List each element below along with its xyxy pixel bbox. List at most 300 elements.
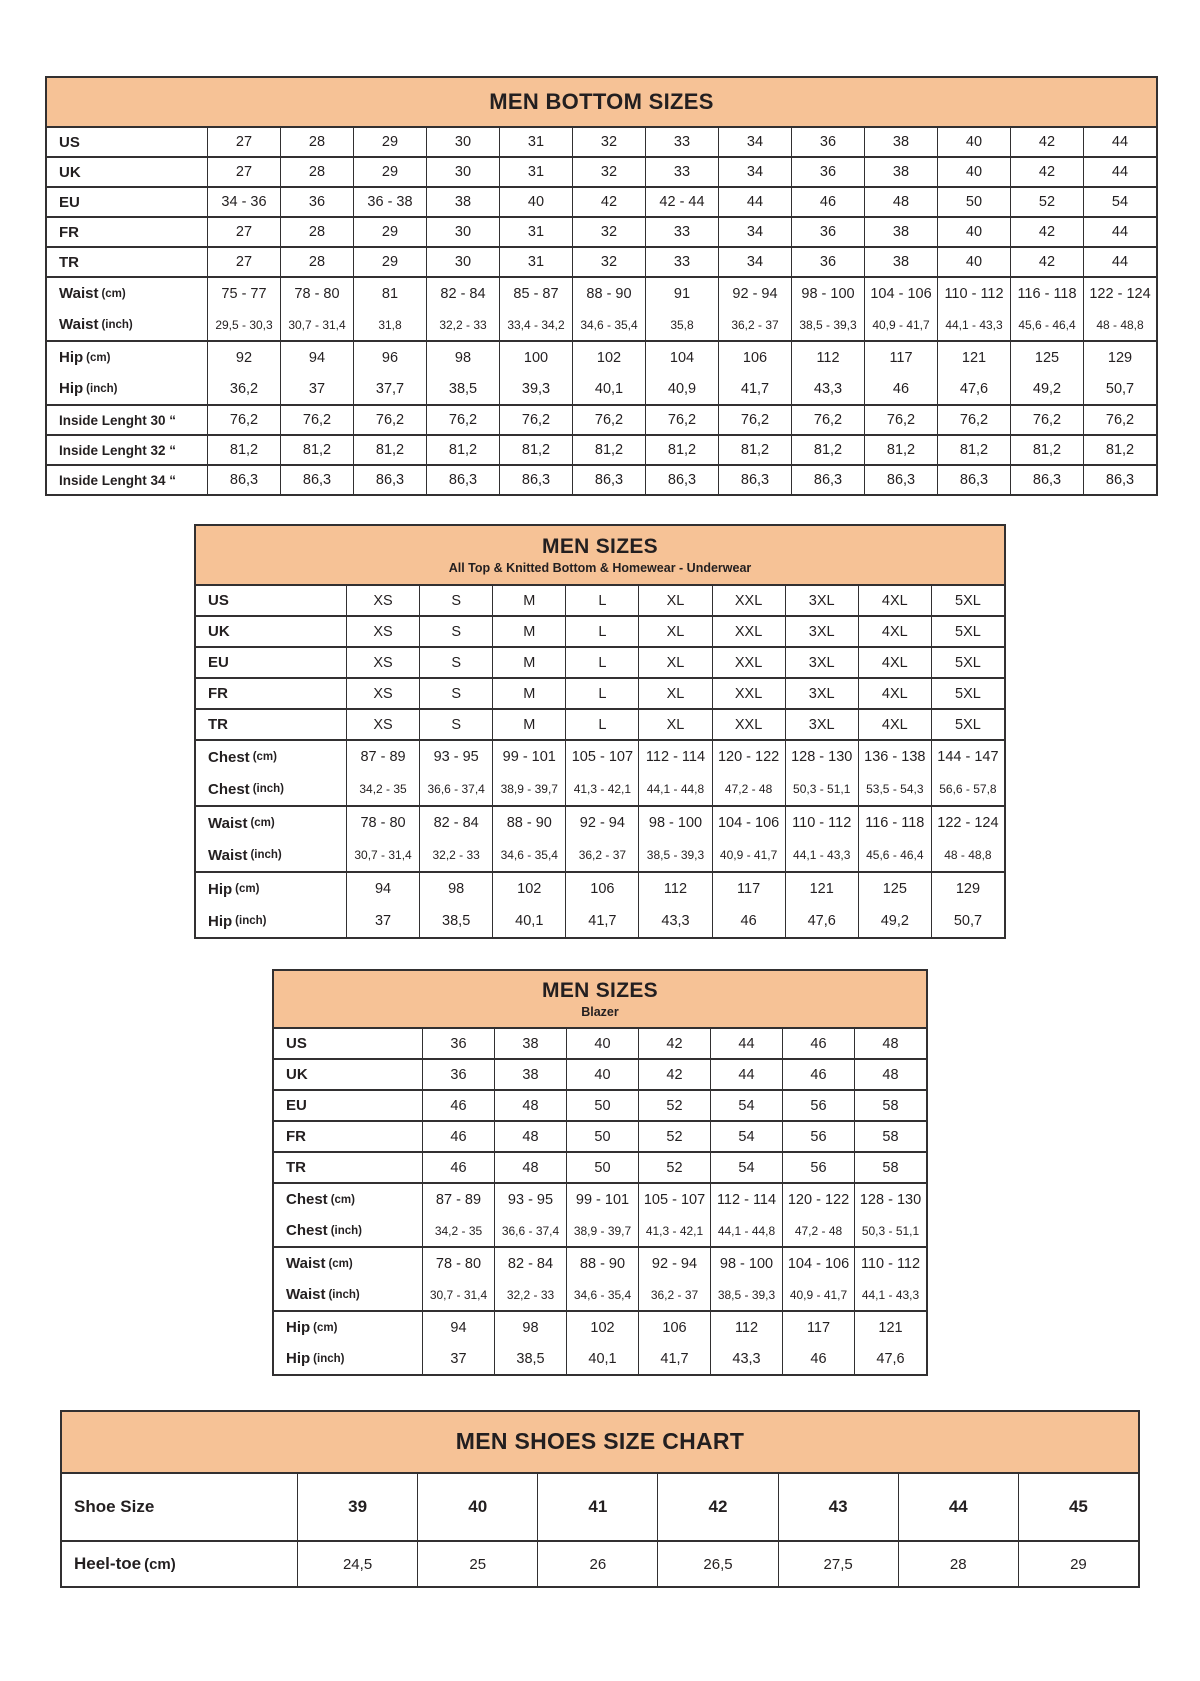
row-label-text: Chest — [208, 748, 250, 766]
value-cell: S — [419, 710, 492, 739]
row-group — [274, 1310, 926, 1374]
row-label-text: TR — [59, 253, 79, 271]
row-label — [274, 1312, 422, 1343]
row-label — [274, 1279, 422, 1310]
value-cell: 46 — [782, 1060, 854, 1089]
value-cell: 104 - 106 — [782, 1248, 854, 1279]
value-cell: 86,3 — [499, 466, 572, 494]
value-cell: L — [565, 679, 638, 708]
row-group — [47, 246, 1156, 276]
value-cell: 41,7 — [565, 905, 638, 937]
value-cell: XL — [638, 710, 711, 739]
value-cell: 112 - 114 — [710, 1184, 782, 1215]
row-label — [47, 188, 207, 216]
men-sizes-blazer-header — [274, 971, 926, 1029]
value-cell: XL — [638, 648, 711, 677]
value-cell: 78 - 80 — [280, 278, 353, 309]
row-group — [196, 586, 1004, 615]
table-row — [196, 807, 1004, 839]
row-group — [47, 216, 1156, 246]
value-cell: 46 — [422, 1091, 494, 1120]
row-label-unit: (inch) — [235, 915, 267, 927]
row-label — [196, 773, 346, 805]
value-cell: 50 — [566, 1122, 638, 1151]
row-label — [47, 436, 207, 464]
value-cell: 86,3 — [280, 466, 353, 494]
table-row — [274, 1060, 926, 1089]
row-label — [196, 905, 346, 937]
men-sizes-blazer-table — [272, 969, 928, 1376]
row-label-text: FR — [286, 1128, 306, 1145]
row-group — [196, 646, 1004, 677]
value-cell: 36 — [791, 158, 864, 186]
value-cell: 93 - 95 — [419, 741, 492, 773]
value-cell: 117 — [782, 1312, 854, 1343]
table-row — [196, 873, 1004, 905]
value-cell: 48 — [494, 1153, 566, 1182]
value-cell: 121 — [854, 1312, 926, 1343]
row-group — [47, 434, 1156, 464]
value-cell: 125 — [1010, 342, 1083, 373]
value-cell: 50,3 - 51,1 — [785, 773, 858, 805]
value-cell: 38,5 — [494, 1343, 566, 1374]
value-cell: 44 — [1083, 248, 1156, 276]
row-label — [274, 1153, 422, 1182]
value-cell: 76,2 — [280, 406, 353, 434]
row-group — [47, 464, 1156, 494]
value-cell: 38,5 - 39,3 — [638, 839, 711, 871]
value-cell: 92 - 94 — [565, 807, 638, 839]
value-cell: XXL — [712, 617, 785, 646]
value-cell: 29 — [353, 248, 426, 276]
row-label-text: UK — [59, 163, 81, 181]
value-cell: 44 — [898, 1474, 1018, 1540]
value-cell: L — [565, 617, 638, 646]
value-cell: 28 — [280, 248, 353, 276]
value-cell: 129 — [1083, 342, 1156, 373]
value-cell: 42 — [638, 1060, 710, 1089]
value-cell: 46 — [422, 1153, 494, 1182]
value-cell: 110 - 112 — [937, 278, 1010, 309]
row-label-text: Hip — [286, 1350, 311, 1367]
table-body — [274, 1029, 926, 1374]
row-label-text: UK — [286, 1066, 308, 1083]
value-cell: 86,3 — [572, 466, 645, 494]
value-cell: 125 — [858, 873, 931, 905]
table-row — [47, 342, 1156, 373]
row-label-text: Waist — [208, 814, 248, 832]
value-cell: 98 — [426, 342, 499, 373]
value-cell: 34,6 - 35,4 — [566, 1279, 638, 1310]
value-cell: 94 — [422, 1312, 494, 1343]
value-cell: 86,3 — [864, 466, 937, 494]
value-cell: 81,2 — [791, 436, 864, 464]
value-cell: M — [492, 648, 565, 677]
men-sizes-tops-header — [196, 526, 1004, 586]
row-label-text: Inside Lenght 30 “ — [59, 412, 177, 428]
value-cell: 30,7 - 31,4 — [422, 1279, 494, 1310]
row-label-text: Hip — [208, 912, 233, 930]
value-cell: 54 — [710, 1091, 782, 1120]
value-cell: 39,3 — [499, 373, 572, 404]
row-label-text: FR — [59, 223, 79, 241]
table-row — [196, 773, 1004, 805]
value-cell: 82 - 84 — [419, 807, 492, 839]
value-cell: 27 — [207, 128, 280, 156]
table-row — [196, 617, 1004, 646]
row-group — [196, 739, 1004, 805]
value-cell: 32 — [572, 248, 645, 276]
value-cell: 36 - 38 — [353, 188, 426, 216]
value-cell: 121 — [937, 342, 1010, 373]
value-cell: 37,7 — [353, 373, 426, 404]
value-cell: 50,3 - 51,1 — [854, 1215, 926, 1246]
row-group — [274, 1151, 926, 1182]
value-cell: 40 — [937, 158, 1010, 186]
value-cell: 86,3 — [1083, 466, 1156, 494]
value-cell: 26,5 — [657, 1542, 777, 1586]
value-cell: 45 — [1018, 1474, 1138, 1540]
table-body — [47, 128, 1156, 494]
value-cell: 56 — [782, 1122, 854, 1151]
value-cell: 33 — [645, 128, 718, 156]
value-cell: 44,1 - 44,8 — [638, 773, 711, 805]
value-cell: 34 — [718, 218, 791, 246]
value-cell: 33 — [645, 248, 718, 276]
value-cell: 36 — [422, 1060, 494, 1089]
row-label-text: Hip — [59, 349, 84, 366]
value-cell: 86,3 — [791, 466, 864, 494]
row-label-unit: (cm) — [328, 1257, 353, 1270]
value-cell: 26 — [537, 1542, 657, 1586]
value-cell: 87 - 89 — [346, 741, 419, 773]
value-cell: 42 — [1010, 128, 1083, 156]
row-label-unit: (cm) — [330, 1193, 355, 1206]
value-cell: 40 — [937, 218, 1010, 246]
value-cell: 33 — [645, 218, 718, 246]
value-cell: 46 — [782, 1343, 854, 1374]
value-cell: 120 - 122 — [712, 741, 785, 773]
table-row — [47, 406, 1156, 434]
value-cell: S — [419, 617, 492, 646]
row-label — [47, 406, 207, 434]
table-body — [196, 586, 1004, 937]
row-label — [196, 839, 346, 871]
table-title: MEN SIZES — [542, 535, 658, 559]
value-cell: 98 - 100 — [791, 278, 864, 309]
value-cell: 76,2 — [499, 406, 572, 434]
row-label — [47, 278, 207, 309]
row-label-text: Waist — [286, 1286, 326, 1303]
table-row — [274, 1312, 926, 1343]
value-cell: 87 - 89 — [422, 1184, 494, 1215]
value-cell: 50,7 — [1083, 373, 1156, 404]
value-cell: 5XL — [931, 648, 1004, 677]
table-row — [274, 1029, 926, 1058]
row-label-unit: (inch) — [313, 1352, 345, 1365]
value-cell: XXL — [712, 586, 785, 615]
value-cell: 76,2 — [1083, 406, 1156, 434]
value-cell: 122 - 124 — [931, 807, 1004, 839]
row-label — [47, 218, 207, 246]
value-cell: 91 — [645, 278, 718, 309]
men-shoes-size-chart-header — [62, 1412, 1138, 1474]
row-label-unit: (inch) — [252, 783, 284, 795]
value-cell: 52 — [638, 1122, 710, 1151]
value-cell: 92 - 94 — [718, 278, 791, 309]
value-cell: 37 — [346, 905, 419, 937]
value-cell: 128 - 130 — [785, 741, 858, 773]
value-cell: 112 - 114 — [638, 741, 711, 773]
value-cell: 37 — [422, 1343, 494, 1374]
value-cell: 54 — [710, 1122, 782, 1151]
table-row — [47, 278, 1156, 309]
table-row — [274, 1153, 926, 1182]
row-label — [47, 158, 207, 186]
table-row — [47, 373, 1156, 404]
value-cell: 144 - 147 — [931, 741, 1004, 773]
value-cell: 36 — [280, 188, 353, 216]
row-label-text: Hip — [59, 380, 84, 397]
value-cell: 28 — [280, 158, 353, 186]
value-cell: M — [492, 679, 565, 708]
value-cell: 36,6 - 37,4 — [494, 1215, 566, 1246]
table-title: MEN BOTTOM SIZES — [489, 88, 714, 114]
value-cell: 32 — [572, 128, 645, 156]
value-cell: 104 - 106 — [712, 807, 785, 839]
row-label — [47, 373, 207, 404]
value-cell: 24,5 — [297, 1542, 417, 1586]
value-cell: XL — [638, 679, 711, 708]
row-label-unit: (inch) — [250, 849, 282, 861]
row-group — [196, 615, 1004, 646]
value-cell: 32,2 - 33 — [494, 1279, 566, 1310]
value-cell: 106 — [638, 1312, 710, 1343]
value-cell: 3XL — [785, 710, 858, 739]
value-cell: 40 — [417, 1474, 537, 1540]
row-label-unit: (inch) — [101, 318, 133, 331]
men-bottom-sizes-header — [47, 78, 1156, 128]
value-cell: 38 — [494, 1060, 566, 1089]
row-label-text: TR — [208, 716, 228, 733]
value-cell: 29 — [1018, 1542, 1138, 1586]
value-cell: 44,1 - 44,8 — [710, 1215, 782, 1246]
value-cell: 81,2 — [645, 436, 718, 464]
value-cell: 48 — [494, 1122, 566, 1151]
value-cell: 42 - 44 — [645, 188, 718, 216]
value-cell: 86,3 — [353, 466, 426, 494]
row-label-unit: (inch) — [86, 382, 118, 395]
value-cell: 50 — [937, 188, 1010, 216]
table-row — [196, 905, 1004, 937]
value-cell: XL — [638, 617, 711, 646]
table-row — [47, 158, 1156, 186]
value-cell: XS — [346, 679, 419, 708]
row-label — [274, 1122, 422, 1151]
value-cell: M — [492, 586, 565, 615]
row-label-text: EU — [59, 193, 80, 211]
value-cell: 31 — [499, 158, 572, 186]
value-cell: 44 — [710, 1060, 782, 1089]
value-cell: L — [565, 648, 638, 677]
value-cell: 122 - 124 — [1083, 278, 1156, 309]
row-label — [47, 248, 207, 276]
value-cell: 43,3 — [638, 905, 711, 937]
value-cell: 36,2 — [207, 373, 280, 404]
value-cell: 4XL — [858, 648, 931, 677]
value-cell: 81,2 — [718, 436, 791, 464]
value-cell: 29 — [353, 218, 426, 246]
value-cell: L — [565, 586, 638, 615]
value-cell: S — [419, 586, 492, 615]
value-cell: 76,2 — [572, 406, 645, 434]
row-label-text: Waist — [59, 285, 99, 302]
value-cell: 58 — [854, 1122, 926, 1151]
table-row — [274, 1215, 926, 1246]
value-cell: 38 — [864, 158, 937, 186]
row-label — [196, 807, 346, 839]
value-cell: 44 — [1083, 128, 1156, 156]
value-cell: 38 — [426, 188, 499, 216]
value-cell: 31,8 — [353, 309, 426, 340]
value-cell: 3XL — [785, 648, 858, 677]
value-cell: 40 — [937, 128, 1010, 156]
value-cell: 100 — [499, 342, 572, 373]
row-label — [274, 1060, 422, 1089]
value-cell: 36 — [791, 128, 864, 156]
value-cell: XS — [346, 710, 419, 739]
row-group — [274, 1246, 926, 1310]
table-row — [274, 1279, 926, 1310]
row-label-text: Waist — [59, 316, 99, 333]
value-cell: 110 - 112 — [854, 1248, 926, 1279]
value-cell: 39 — [297, 1474, 417, 1540]
table-subtitle: All Top & Knitted Bottom & Homewear - Underwear — [448, 560, 752, 575]
value-cell: 86,3 — [937, 466, 1010, 494]
table-row — [62, 1474, 1138, 1540]
value-cell: XS — [346, 617, 419, 646]
value-cell: 81,2 — [280, 436, 353, 464]
value-cell: 47,2 - 48 — [782, 1215, 854, 1246]
value-cell: 42 — [1010, 248, 1083, 276]
value-cell: 27,5 — [778, 1542, 898, 1586]
value-cell: 82 - 84 — [426, 278, 499, 309]
value-cell: 25 — [417, 1542, 537, 1586]
value-cell: 42 — [657, 1474, 777, 1540]
value-cell: 27 — [207, 248, 280, 276]
row-label — [47, 128, 207, 156]
table-title: MEN SHOES SIZE CHART — [455, 1428, 745, 1455]
value-cell: 78 - 80 — [422, 1248, 494, 1279]
value-cell: 86,3 — [207, 466, 280, 494]
table-title: MEN SIZES — [542, 979, 658, 1003]
value-cell: 129 — [931, 873, 1004, 905]
value-cell: 4XL — [858, 586, 931, 615]
value-cell: 98 - 100 — [710, 1248, 782, 1279]
row-group — [47, 276, 1156, 340]
row-label — [274, 1343, 422, 1374]
value-cell: 34 — [718, 248, 791, 276]
row-label-unit: (cm) — [313, 1321, 338, 1334]
table-row — [196, 679, 1004, 708]
value-cell: 43 — [778, 1474, 898, 1540]
value-cell: 48 - 48,8 — [1083, 309, 1156, 340]
row-label — [47, 466, 207, 494]
value-cell: 48 — [854, 1060, 926, 1089]
value-cell: 81 — [353, 278, 426, 309]
value-cell: XS — [346, 648, 419, 677]
value-cell: 106 — [718, 342, 791, 373]
row-label — [62, 1542, 297, 1586]
row-label-unit: (cm) — [101, 287, 126, 300]
value-cell: 44,1 - 43,3 — [854, 1279, 926, 1310]
value-cell: M — [492, 617, 565, 646]
row-group — [274, 1029, 926, 1058]
table-row — [47, 218, 1156, 246]
value-cell: 30,7 - 31,4 — [346, 839, 419, 871]
value-cell: 36,2 - 37 — [565, 839, 638, 871]
value-cell: 44 — [1083, 218, 1156, 246]
table-row — [47, 248, 1156, 276]
value-cell: 76,2 — [207, 406, 280, 434]
value-cell: 92 - 94 — [638, 1248, 710, 1279]
value-cell: 27 — [207, 218, 280, 246]
row-label-unit: (cm) — [252, 751, 277, 763]
value-cell: 56 — [782, 1091, 854, 1120]
value-cell: 45,6 - 46,4 — [858, 839, 931, 871]
row-label-text: Inside Lenght 32 “ — [59, 442, 177, 458]
value-cell: 81,2 — [1010, 436, 1083, 464]
value-cell: 52 — [638, 1091, 710, 1120]
value-cell: 27 — [207, 158, 280, 186]
value-cell: 53,5 - 54,3 — [858, 773, 931, 805]
value-cell: 93 - 95 — [494, 1184, 566, 1215]
value-cell: 46 — [782, 1029, 854, 1058]
value-cell: 32 — [572, 158, 645, 186]
value-cell: 136 - 138 — [858, 741, 931, 773]
value-cell: 54 — [710, 1153, 782, 1182]
row-label — [274, 1091, 422, 1120]
row-label-unit: (cm) — [86, 351, 111, 364]
value-cell: 99 - 101 — [492, 741, 565, 773]
value-cell: 46 — [712, 905, 785, 937]
value-cell: 40,9 — [645, 373, 718, 404]
value-cell: 96 — [353, 342, 426, 373]
value-cell: 112 — [710, 1312, 782, 1343]
row-group — [196, 805, 1004, 871]
row-label-text: Chest — [208, 780, 250, 798]
value-cell: 102 — [566, 1312, 638, 1343]
value-cell: 30 — [426, 248, 499, 276]
row-group — [196, 871, 1004, 937]
value-cell: 50,7 — [931, 905, 1004, 937]
row-label-text: Chest — [286, 1222, 328, 1239]
value-cell: 76,2 — [426, 406, 499, 434]
row-label-text: Waist — [286, 1255, 326, 1272]
value-cell: S — [419, 679, 492, 708]
value-cell: 78 - 80 — [346, 807, 419, 839]
value-cell: 5XL — [931, 586, 1004, 615]
value-cell: 98 — [494, 1312, 566, 1343]
table-row — [196, 586, 1004, 615]
value-cell: 43,3 — [710, 1343, 782, 1374]
value-cell: 38,9 - 39,7 — [492, 773, 565, 805]
value-cell: 32,2 - 33 — [426, 309, 499, 340]
value-cell: 4XL — [858, 679, 931, 708]
table-row — [47, 436, 1156, 464]
row-label-text: TR — [286, 1159, 306, 1176]
value-cell: 88 - 90 — [572, 278, 645, 309]
